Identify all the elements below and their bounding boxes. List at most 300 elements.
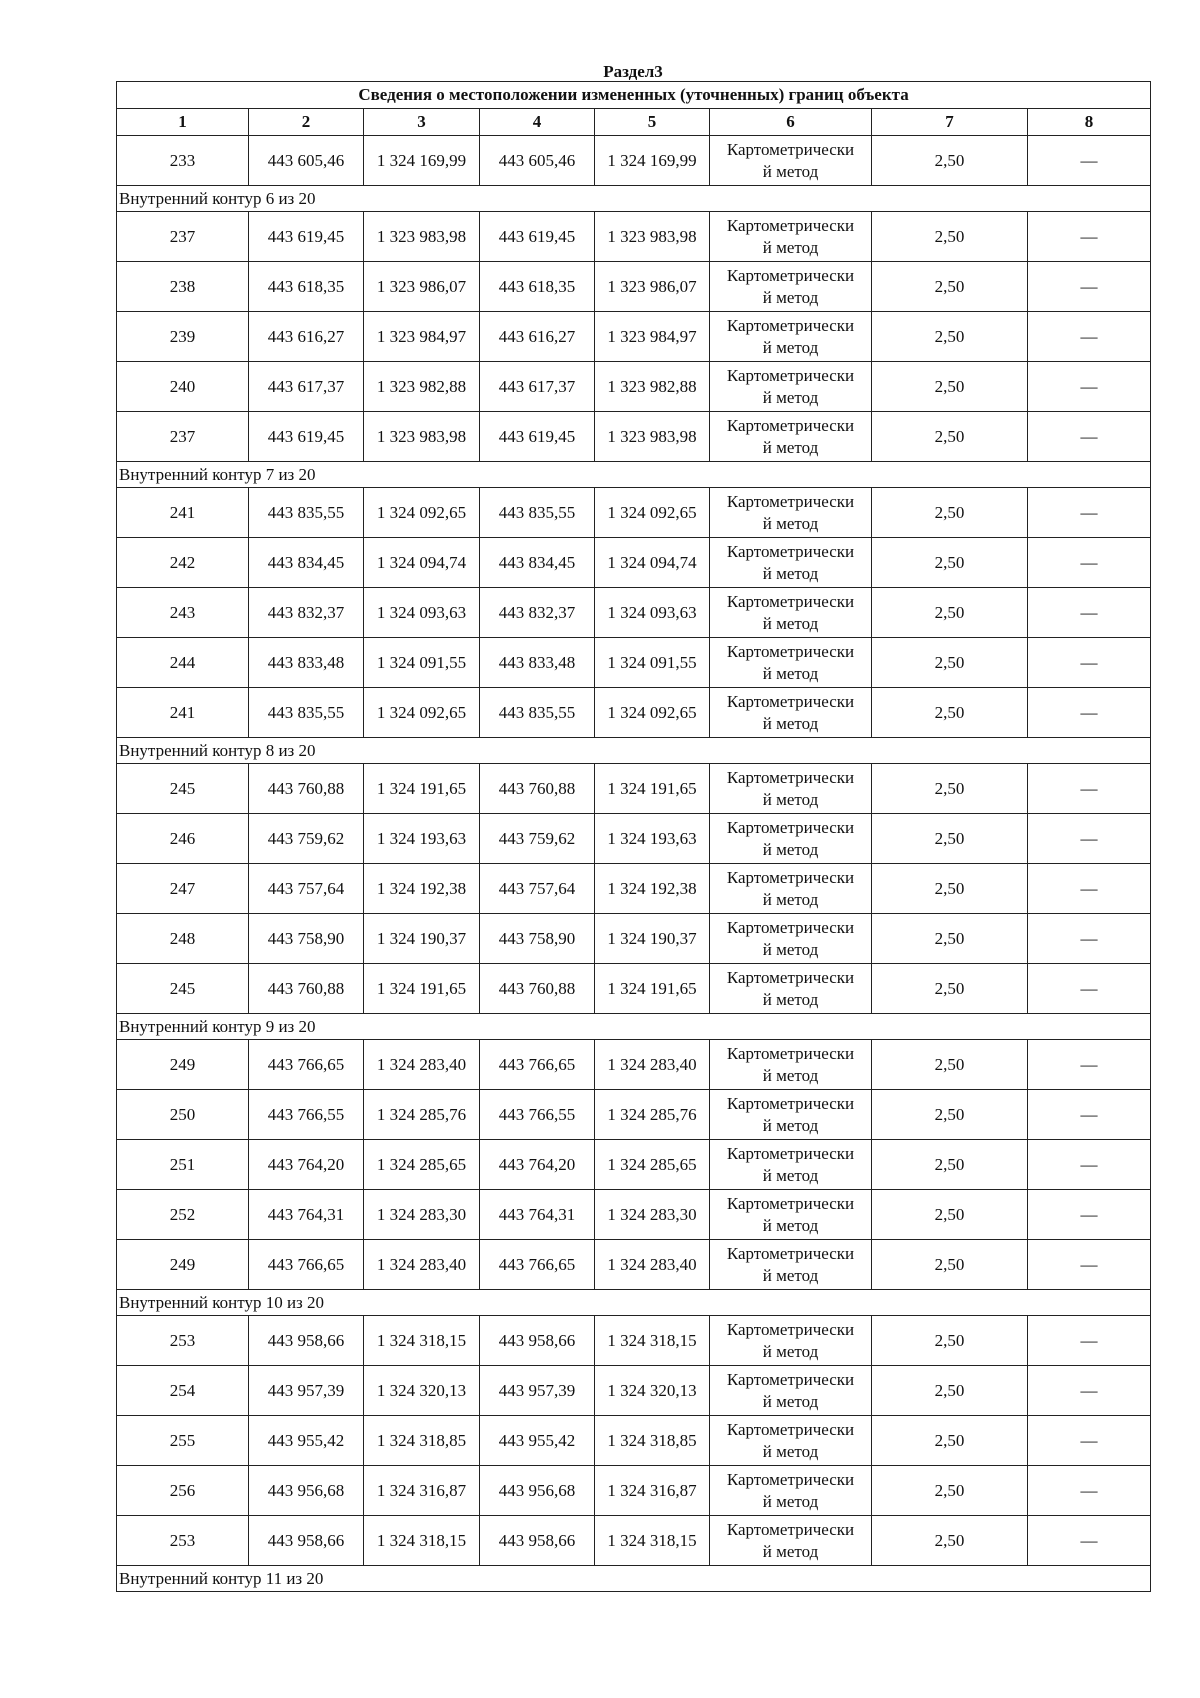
- precision-value: 2,50: [872, 1240, 1028, 1290]
- method-cell: [710, 362, 872, 412]
- coord-y-old: 1 324 283,40: [364, 1040, 480, 1090]
- coord-x-new: 443 759,62: [480, 814, 595, 864]
- table-row: [117, 1140, 1151, 1190]
- table-row: [117, 588, 1151, 638]
- method-text-line2: й метод: [762, 1065, 819, 1085]
- coord-y-old: 1 323 984,97: [364, 312, 480, 362]
- coord-x-new: 443 833,48: [480, 638, 595, 688]
- table-row: [117, 136, 1151, 186]
- coord-y-old: 1 323 983,98: [364, 212, 480, 262]
- section-title: Раздел3: [603, 62, 663, 81]
- point-number: 233: [117, 136, 249, 186]
- coord-y-new: 1 324 093,63: [595, 588, 710, 638]
- method-cell: [710, 638, 872, 688]
- method-text-line2: й метод: [762, 161, 819, 181]
- contour-label: Внутренний контур 9 из 20: [117, 1014, 1151, 1040]
- point-number: 249: [117, 1040, 249, 1090]
- contour-label: Внутренний контур 6 из 20: [117, 186, 1151, 212]
- point-number: 253: [117, 1316, 249, 1366]
- precision-value: 2,50: [872, 1090, 1028, 1140]
- coord-x-new: 443 766,65: [480, 1240, 595, 1290]
- coord-x-old: 443 833,48: [249, 638, 364, 688]
- table-row: [117, 212, 1151, 262]
- coord-x-old: 443 834,45: [249, 538, 364, 588]
- method-cell: [710, 262, 872, 312]
- coord-x-old: 443 956,68: [249, 1466, 364, 1516]
- coord-y-new: 1 324 191,65: [595, 764, 710, 814]
- empty-value-dash: —: [1028, 538, 1151, 588]
- contour-label: Внутренний контур 10 из 20: [117, 1290, 1151, 1316]
- precision-value: 2,50: [872, 688, 1028, 738]
- precision-value: 2,50: [872, 864, 1028, 914]
- method-text-line1: Картометрически: [726, 315, 855, 335]
- point-number: 248: [117, 914, 249, 964]
- precision-value: 2,50: [872, 1040, 1028, 1090]
- coord-x-old: 443 619,45: [249, 412, 364, 462]
- contour-label: Внутренний контур 7 из 20: [117, 462, 1151, 488]
- coord-y-new: 1 324 192,38: [595, 864, 710, 914]
- empty-value-dash: —: [1028, 488, 1151, 538]
- precision-value: 2,50: [872, 588, 1028, 638]
- method-cell: [710, 964, 872, 1014]
- precision-value: 2,50: [872, 136, 1028, 186]
- empty-value-dash: —: [1028, 914, 1151, 964]
- coord-y-old: 1 324 092,65: [364, 488, 480, 538]
- empty-value-dash: —: [1028, 1416, 1151, 1466]
- method-text-line2: й метод: [762, 989, 819, 1009]
- coord-y-new: 1 323 986,07: [595, 262, 710, 312]
- method-cell: [710, 814, 872, 864]
- empty-value-dash: —: [1028, 1190, 1151, 1240]
- coord-x-old: 443 957,39: [249, 1366, 364, 1416]
- contour-row: [117, 186, 1151, 212]
- point-number: 238: [117, 262, 249, 312]
- coord-x-new: 443 766,55: [480, 1090, 595, 1140]
- method-cell: [710, 1316, 872, 1366]
- coord-x-old: 443 760,88: [249, 964, 364, 1014]
- coord-x-new: 443 617,37: [480, 362, 595, 412]
- coord-y-old: 1 324 285,76: [364, 1090, 480, 1140]
- method-text-line1: Картометрически: [726, 1519, 855, 1539]
- method-text-line2: й метод: [762, 1341, 819, 1361]
- table-row: [117, 1090, 1151, 1140]
- precision-value: 2,50: [872, 412, 1028, 462]
- method-text-line1: Картометрически: [726, 917, 855, 937]
- coord-x-old: 443 605,46: [249, 136, 364, 186]
- coord-x-new: 443 619,45: [480, 212, 595, 262]
- method-text-line2: й метод: [762, 237, 819, 257]
- coord-x-new: 443 957,39: [480, 1366, 595, 1416]
- precision-value: 2,50: [872, 814, 1028, 864]
- coord-x-old: 443 958,66: [249, 1316, 364, 1366]
- coord-y-old: 1 323 983,98: [364, 412, 480, 462]
- method-text-line2: й метод: [762, 1265, 819, 1285]
- coord-y-new: 1 324 318,15: [595, 1316, 710, 1366]
- method-text-line2: й метод: [762, 1491, 819, 1511]
- precision-value: 2,50: [872, 1466, 1028, 1516]
- table-row: [117, 1516, 1151, 1566]
- coord-y-old: 1 324 318,15: [364, 1316, 480, 1366]
- method-cell: [710, 764, 872, 814]
- empty-value-dash: —: [1028, 814, 1151, 864]
- table-row: [117, 312, 1151, 362]
- coord-x-old: 443 616,27: [249, 312, 364, 362]
- point-number: 249: [117, 1240, 249, 1290]
- empty-value-dash: —: [1028, 964, 1151, 1014]
- method-cell: [710, 1366, 872, 1416]
- coord-x-new: 443 760,88: [480, 964, 595, 1014]
- coord-x-new: 443 764,31: [480, 1190, 595, 1240]
- empty-value-dash: —: [1028, 1366, 1151, 1416]
- table-row: [117, 1040, 1151, 1090]
- method-text-line1: Картометрически: [726, 641, 855, 661]
- empty-value-dash: —: [1028, 1090, 1151, 1140]
- method-text-line2: й метод: [762, 513, 819, 533]
- coord-x-old: 443 757,64: [249, 864, 364, 914]
- column-number: 8: [1028, 109, 1151, 136]
- coord-x-new: 443 618,35: [480, 262, 595, 312]
- coord-y-old: 1 324 318,15: [364, 1516, 480, 1566]
- coord-y-new: 1 324 318,15: [595, 1516, 710, 1566]
- empty-value-dash: —: [1028, 262, 1151, 312]
- method-text-line2: й метод: [762, 287, 819, 307]
- point-number: 250: [117, 1090, 249, 1140]
- method-cell: [710, 914, 872, 964]
- point-number: 252: [117, 1190, 249, 1240]
- coord-x-new: 443 834,45: [480, 538, 595, 588]
- coord-x-new: 443 605,46: [480, 136, 595, 186]
- precision-value: 2,50: [872, 1416, 1028, 1466]
- method-cell: [710, 488, 872, 538]
- table-row: [117, 864, 1151, 914]
- coord-y-old: 1 324 190,37: [364, 914, 480, 964]
- document-page: [116, 62, 1150, 1592]
- precision-value: 2,50: [872, 638, 1028, 688]
- table-row: [117, 638, 1151, 688]
- method-text-line1: Картометрически: [726, 591, 855, 611]
- table-row: [117, 362, 1151, 412]
- coord-y-new: 1 324 320,13: [595, 1366, 710, 1416]
- coord-y-new: 1 324 191,65: [595, 964, 710, 1014]
- coord-y-new: 1 324 092,65: [595, 488, 710, 538]
- coord-x-old: 443 955,42: [249, 1416, 364, 1466]
- empty-value-dash: —: [1028, 1516, 1151, 1566]
- coord-x-old: 443 759,62: [249, 814, 364, 864]
- coord-y-old: 1 324 316,87: [364, 1466, 480, 1516]
- coord-x-old: 443 832,37: [249, 588, 364, 638]
- point-number: 247: [117, 864, 249, 914]
- coord-y-new: 1 324 193,63: [595, 814, 710, 864]
- table-row: [117, 1416, 1151, 1466]
- coord-x-old: 443 766,65: [249, 1240, 364, 1290]
- method-text-line2: й метод: [762, 839, 819, 859]
- coord-x-old: 443 764,31: [249, 1190, 364, 1240]
- method-text-line1: Картометрически: [726, 491, 855, 511]
- coord-y-new: 1 324 285,65: [595, 1140, 710, 1190]
- coord-y-new: 1 323 983,98: [595, 212, 710, 262]
- table-row: [117, 412, 1151, 462]
- column-number: 6: [710, 109, 872, 136]
- table-row: [117, 488, 1151, 538]
- coord-x-old: 443 758,90: [249, 914, 364, 964]
- table-row: [117, 538, 1151, 588]
- precision-value: 2,50: [872, 1190, 1028, 1240]
- coord-y-old: 1 324 094,74: [364, 538, 480, 588]
- method-text-line2: й метод: [762, 1541, 819, 1561]
- coord-y-old: 1 323 986,07: [364, 262, 480, 312]
- method-cell: [710, 136, 872, 186]
- precision-value: 2,50: [872, 312, 1028, 362]
- point-number: 254: [117, 1366, 249, 1416]
- point-number: 251: [117, 1140, 249, 1190]
- method-text-line1: Картометрически: [726, 1193, 855, 1213]
- contour-row: [117, 1290, 1151, 1316]
- point-number: 241: [117, 488, 249, 538]
- precision-value: 2,50: [872, 1516, 1028, 1566]
- coord-y-old: 1 324 193,63: [364, 814, 480, 864]
- boundary-table: [116, 81, 1151, 1592]
- coord-x-old: 443 617,37: [249, 362, 364, 412]
- method-text-line2: й метод: [762, 563, 819, 583]
- method-cell: [710, 1090, 872, 1140]
- method-text-line2: й метод: [762, 1441, 819, 1461]
- method-cell: [710, 1240, 872, 1290]
- method-cell: [710, 1040, 872, 1090]
- coord-y-new: 1 324 190,37: [595, 914, 710, 964]
- point-number: 242: [117, 538, 249, 588]
- coord-x-new: 443 958,66: [480, 1516, 595, 1566]
- coord-y-old: 1 324 192,38: [364, 864, 480, 914]
- coord-y-old: 1 324 191,65: [364, 964, 480, 1014]
- coord-y-old: 1 324 093,63: [364, 588, 480, 638]
- column-number: 4: [480, 109, 595, 136]
- coord-x-new: 443 958,66: [480, 1316, 595, 1366]
- method-cell: [710, 412, 872, 462]
- column-number: 3: [364, 109, 480, 136]
- column-number: 7: [872, 109, 1028, 136]
- coord-x-old: 443 619,45: [249, 212, 364, 262]
- table-row: [117, 1240, 1151, 1290]
- method-text-line2: й метод: [762, 1391, 819, 1411]
- coord-y-old: 1 324 318,85: [364, 1416, 480, 1466]
- table-row: [117, 1316, 1151, 1366]
- point-number: 243: [117, 588, 249, 638]
- method-text-line2: й метод: [762, 889, 819, 909]
- method-text-line1: Картометрически: [726, 265, 855, 285]
- table-row: [117, 1366, 1151, 1416]
- method-text-line2: й метод: [762, 1215, 819, 1235]
- coord-x-old: 443 618,35: [249, 262, 364, 312]
- method-text-line2: й метод: [762, 713, 819, 733]
- method-cell: [710, 688, 872, 738]
- empty-value-dash: —: [1028, 1316, 1151, 1366]
- method-text-line1: Картометрически: [726, 817, 855, 837]
- method-text-line1: Картометрически: [726, 139, 855, 159]
- coord-y-new: 1 324 092,65: [595, 688, 710, 738]
- point-number: 255: [117, 1416, 249, 1466]
- method-cell: [710, 1416, 872, 1466]
- empty-value-dash: —: [1028, 1240, 1151, 1290]
- coord-x-new: 443 757,64: [480, 864, 595, 914]
- point-number: 256: [117, 1466, 249, 1516]
- point-number: 246: [117, 814, 249, 864]
- point-number: 237: [117, 212, 249, 262]
- column-number: 1: [117, 109, 249, 136]
- table-row: [117, 814, 1151, 864]
- method-text-line1: Картометрически: [726, 1043, 855, 1063]
- method-cell: [710, 212, 872, 262]
- contour-label: Внутренний контур 8 из 20: [117, 738, 1151, 764]
- contour-row: [117, 462, 1151, 488]
- method-text-line2: й метод: [762, 1165, 819, 1185]
- empty-value-dash: —: [1028, 312, 1151, 362]
- precision-value: 2,50: [872, 362, 1028, 412]
- coord-x-old: 443 766,65: [249, 1040, 364, 1090]
- method-text-line1: Картометрически: [726, 1319, 855, 1339]
- empty-value-dash: —: [1028, 1040, 1151, 1090]
- method-text-line1: Картометрически: [726, 1143, 855, 1163]
- precision-value: 2,50: [872, 212, 1028, 262]
- method-cell: [710, 1466, 872, 1516]
- table-row: [117, 262, 1151, 312]
- method-text-line1: Картометрически: [726, 767, 855, 787]
- table-row: [117, 764, 1151, 814]
- method-text-line2: й метод: [762, 1115, 819, 1135]
- coord-y-old: 1 324 091,55: [364, 638, 480, 688]
- empty-value-dash: —: [1028, 412, 1151, 462]
- empty-value-dash: —: [1028, 362, 1151, 412]
- coord-x-new: 443 835,55: [480, 688, 595, 738]
- coord-y-old: 1 324 092,65: [364, 688, 480, 738]
- empty-value-dash: —: [1028, 688, 1151, 738]
- method-text-line2: й метод: [762, 337, 819, 357]
- point-number: 241: [117, 688, 249, 738]
- coord-y-old: 1 324 191,65: [364, 764, 480, 814]
- precision-value: 2,50: [872, 1366, 1028, 1416]
- table-row: [117, 688, 1151, 738]
- method-text-line1: Картометрически: [726, 541, 855, 561]
- method-cell: [710, 864, 872, 914]
- coord-y-old: 1 324 283,30: [364, 1190, 480, 1240]
- empty-value-dash: —: [1028, 212, 1151, 262]
- method-text-line1: Картометрически: [726, 415, 855, 435]
- coord-y-new: 1 324 091,55: [595, 638, 710, 688]
- precision-value: 2,50: [872, 262, 1028, 312]
- column-number: 5: [595, 109, 710, 136]
- precision-value: 2,50: [872, 538, 1028, 588]
- coord-x-new: 443 955,42: [480, 1416, 595, 1466]
- empty-value-dash: —: [1028, 588, 1151, 638]
- table-caption-row: [117, 82, 1151, 109]
- coord-y-new: 1 324 283,30: [595, 1190, 710, 1240]
- contour-row: [117, 1566, 1151, 1592]
- coord-x-old: 443 958,66: [249, 1516, 364, 1566]
- method-cell: [710, 1190, 872, 1240]
- method-text-line1: Картометрически: [726, 1093, 855, 1113]
- coord-y-new: 1 324 285,76: [595, 1090, 710, 1140]
- precision-value: 2,50: [872, 1140, 1028, 1190]
- point-number: 237: [117, 412, 249, 462]
- method-text-line1: Картометрически: [726, 967, 855, 987]
- method-text-line2: й метод: [762, 387, 819, 407]
- coord-x-new: 443 619,45: [480, 412, 595, 462]
- column-number: 2: [249, 109, 364, 136]
- coord-y-new: 1 324 094,74: [595, 538, 710, 588]
- coord-y-old: 1 324 283,40: [364, 1240, 480, 1290]
- method-text-line1: Картометрически: [726, 1419, 855, 1439]
- coord-x-old: 443 764,20: [249, 1140, 364, 1190]
- point-number: 245: [117, 964, 249, 1014]
- precision-value: 2,50: [872, 914, 1028, 964]
- coord-y-old: 1 324 285,65: [364, 1140, 480, 1190]
- method-text-line2: й метод: [762, 939, 819, 959]
- empty-value-dash: —: [1028, 764, 1151, 814]
- method-text-line2: й метод: [762, 437, 819, 457]
- point-number: 240: [117, 362, 249, 412]
- method-text-line2: й метод: [762, 789, 819, 809]
- coord-x-new: 443 764,20: [480, 1140, 595, 1190]
- precision-value: 2,50: [872, 1316, 1028, 1366]
- empty-value-dash: —: [1028, 136, 1151, 186]
- coord-y-old: 1 324 320,13: [364, 1366, 480, 1416]
- precision-value: 2,50: [872, 764, 1028, 814]
- method-text-line1: Картометрически: [726, 1243, 855, 1263]
- coord-x-old: 443 835,55: [249, 488, 364, 538]
- coord-x-new: 443 832,37: [480, 588, 595, 638]
- point-number: 244: [117, 638, 249, 688]
- coord-y-new: 1 323 984,97: [595, 312, 710, 362]
- empty-value-dash: —: [1028, 1466, 1151, 1516]
- coord-x-old: 443 835,55: [249, 688, 364, 738]
- coord-y-old: 1 323 982,88: [364, 362, 480, 412]
- coord-x-new: 443 758,90: [480, 914, 595, 964]
- empty-value-dash: —: [1028, 864, 1151, 914]
- contour-row: [117, 1014, 1151, 1040]
- table-row: [117, 964, 1151, 1014]
- coord-y-new: 1 323 983,98: [595, 412, 710, 462]
- table-caption: Сведения о местоположении измененных (уточненных) границ объекта: [117, 82, 1151, 109]
- method-text-line1: Картометрически: [726, 365, 855, 385]
- precision-value: 2,50: [872, 964, 1028, 1014]
- coord-y-new: 1 323 982,88: [595, 362, 710, 412]
- method-text-line1: Картометрически: [726, 867, 855, 887]
- contour-label: Внутренний контур 11 из 20: [117, 1566, 1151, 1592]
- column-number-row: [117, 109, 1151, 136]
- method-text-line1: Картометрически: [726, 1369, 855, 1389]
- coord-y-new: 1 324 283,40: [595, 1240, 710, 1290]
- method-cell: [710, 588, 872, 638]
- point-number: 245: [117, 764, 249, 814]
- empty-value-dash: —: [1028, 1140, 1151, 1190]
- coord-y-new: 1 324 283,40: [595, 1040, 710, 1090]
- coord-y-new: 1 324 169,99: [595, 136, 710, 186]
- coord-x-new: 443 835,55: [480, 488, 595, 538]
- coord-x-old: 443 760,88: [249, 764, 364, 814]
- method-cell: [710, 1140, 872, 1190]
- method-text-line1: Картометрически: [726, 691, 855, 711]
- method-text-line2: й метод: [762, 663, 819, 683]
- coord-x-new: 443 616,27: [480, 312, 595, 362]
- method-text-line1: Картометрически: [726, 1469, 855, 1489]
- method-cell: [710, 312, 872, 362]
- point-number: 253: [117, 1516, 249, 1566]
- coord-x-new: 443 766,65: [480, 1040, 595, 1090]
- method-cell: [710, 538, 872, 588]
- point-number: 239: [117, 312, 249, 362]
- method-cell: [710, 1516, 872, 1566]
- coord-y-new: 1 324 316,87: [595, 1466, 710, 1516]
- table-row: [117, 914, 1151, 964]
